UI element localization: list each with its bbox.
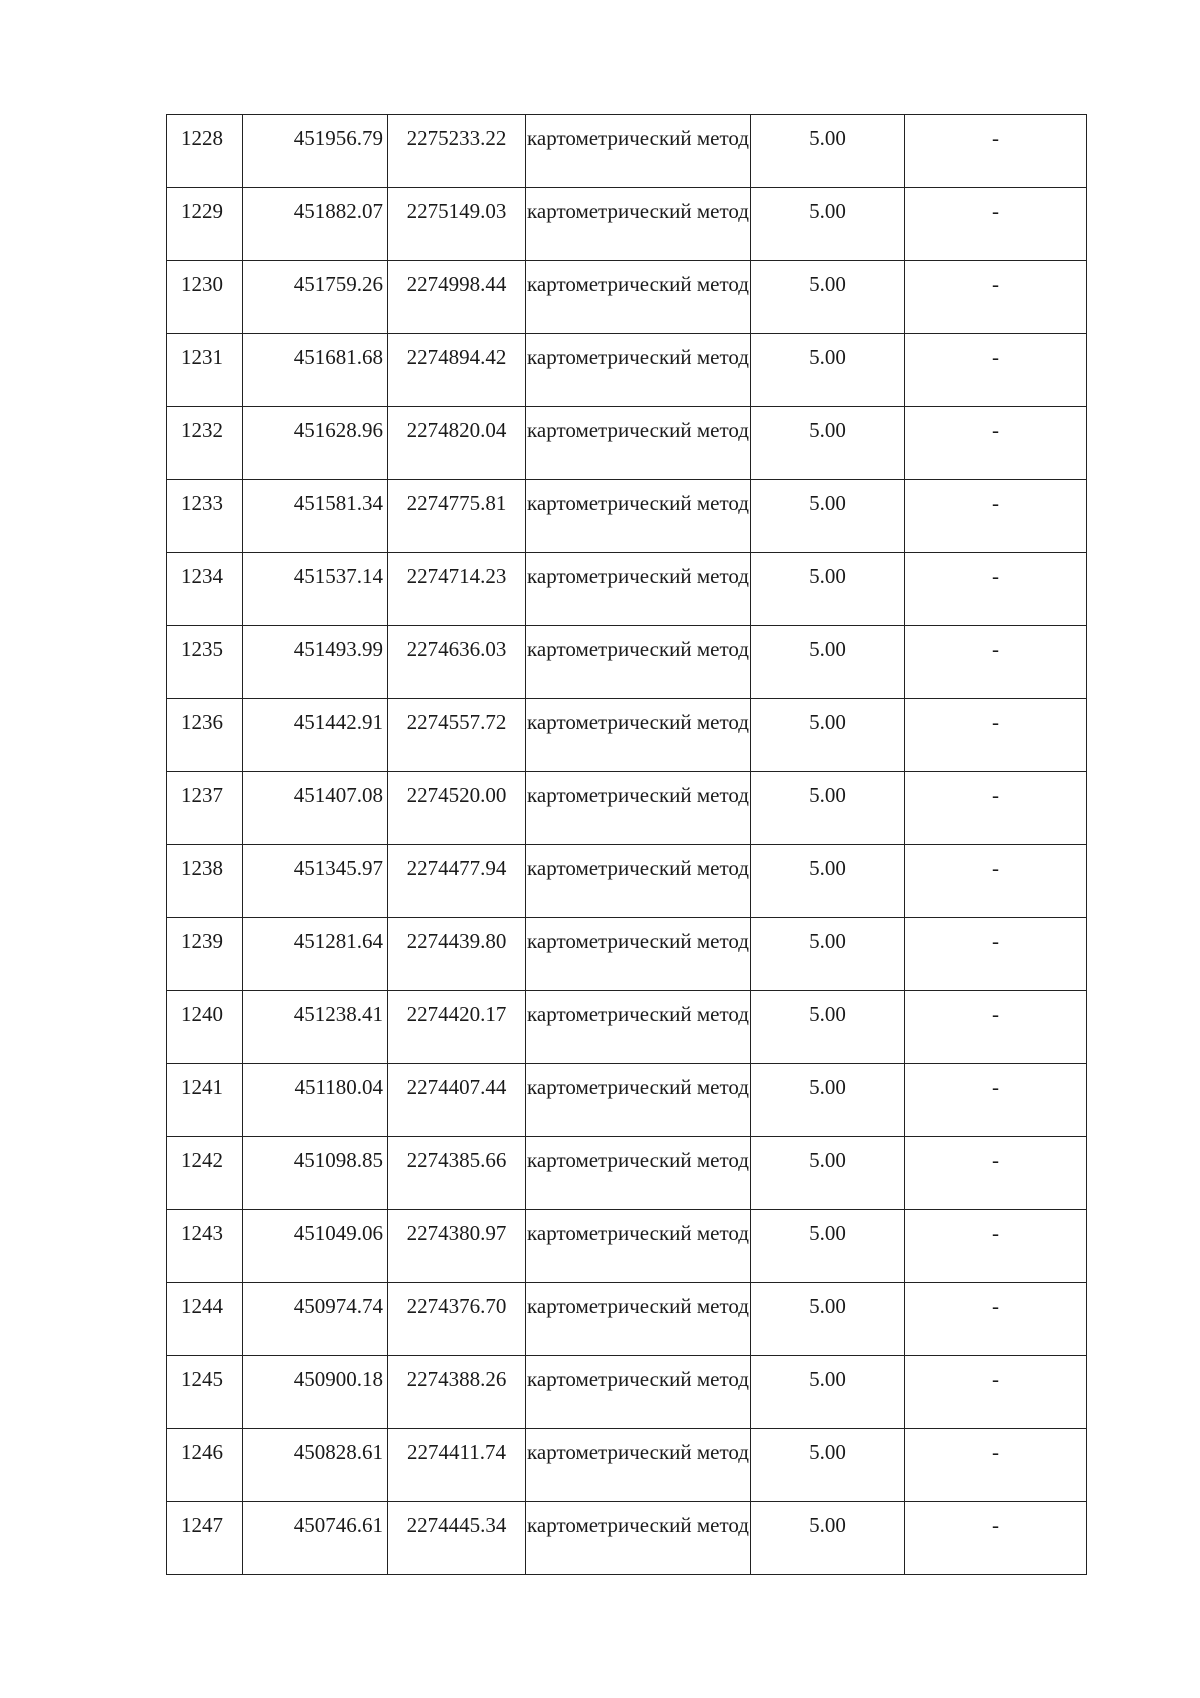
description-cell: - <box>905 991 1087 1064</box>
accuracy-cell: 5.00 <box>751 1429 905 1502</box>
description-cell: - <box>905 188 1087 261</box>
table-row <box>167 991 1087 1064</box>
y-coordinate-cell: 2274388.26 <box>388 1356 526 1429</box>
table-row <box>167 334 1087 407</box>
method-cell: картометрический метод <box>526 407 751 480</box>
description-cell: - <box>905 407 1087 480</box>
y-coordinate-cell: 2275149.03 <box>388 188 526 261</box>
point-number-cell: 1241 <box>167 1064 243 1137</box>
point-number-cell: 1238 <box>167 845 243 918</box>
table-row <box>167 1283 1087 1356</box>
y-coordinate-cell: 2274998.44 <box>388 261 526 334</box>
x-coordinate-cell: 451098.85 <box>243 1137 388 1210</box>
accuracy-cell: 5.00 <box>751 991 905 1064</box>
table-row <box>167 407 1087 480</box>
y-coordinate-cell: 2274445.34 <box>388 1502 526 1575</box>
point-number-cell: 1229 <box>167 188 243 261</box>
accuracy-cell: 5.00 <box>751 261 905 334</box>
accuracy-cell: 5.00 <box>751 553 905 626</box>
description-cell: - <box>905 626 1087 699</box>
method-cell: картометрический метод <box>526 188 751 261</box>
point-number-cell: 1236 <box>167 699 243 772</box>
description-cell: - <box>905 1210 1087 1283</box>
table-row <box>167 1210 1087 1283</box>
accuracy-cell: 5.00 <box>751 115 905 188</box>
description-cell: - <box>905 1356 1087 1429</box>
y-coordinate-cell: 2274411.74 <box>388 1429 526 1502</box>
description-cell: - <box>905 1137 1087 1210</box>
description-cell: - <box>905 1283 1087 1356</box>
method-cell: картометрический метод <box>526 1356 751 1429</box>
x-coordinate-cell: 451281.64 <box>243 918 388 991</box>
y-coordinate-cell: 2274636.03 <box>388 626 526 699</box>
y-coordinate-cell: 2274439.80 <box>388 918 526 991</box>
description-cell: - <box>905 845 1087 918</box>
point-number-cell: 1233 <box>167 480 243 553</box>
description-cell: - <box>905 918 1087 991</box>
x-coordinate-cell: 451681.68 <box>243 334 388 407</box>
method-cell: картометрический метод <box>526 845 751 918</box>
x-coordinate-cell: 450900.18 <box>243 1356 388 1429</box>
accuracy-cell: 5.00 <box>751 626 905 699</box>
point-number-cell: 1237 <box>167 772 243 845</box>
x-coordinate-cell: 450974.74 <box>243 1283 388 1356</box>
method-cell: картометрический метод <box>526 1210 751 1283</box>
y-coordinate-cell: 2274520.00 <box>388 772 526 845</box>
coordinates-table <box>166 114 1087 1575</box>
accuracy-cell: 5.00 <box>751 407 905 480</box>
accuracy-cell: 5.00 <box>751 334 905 407</box>
y-coordinate-cell: 2274380.97 <box>388 1210 526 1283</box>
table-row <box>167 553 1087 626</box>
description-cell: - <box>905 334 1087 407</box>
table-row <box>167 845 1087 918</box>
accuracy-cell: 5.00 <box>751 918 905 991</box>
description-cell: - <box>905 1429 1087 1502</box>
y-coordinate-cell: 2274385.66 <box>388 1137 526 1210</box>
description-cell: - <box>905 1064 1087 1137</box>
x-coordinate-cell: 451581.34 <box>243 480 388 553</box>
x-coordinate-cell: 451493.99 <box>243 626 388 699</box>
point-number-cell: 1242 <box>167 1137 243 1210</box>
table-row <box>167 1137 1087 1210</box>
accuracy-cell: 5.00 <box>751 1210 905 1283</box>
table-row <box>167 115 1087 188</box>
x-coordinate-cell: 451407.08 <box>243 772 388 845</box>
description-cell: - <box>905 115 1087 188</box>
point-number-cell: 1240 <box>167 991 243 1064</box>
description-cell: - <box>905 772 1087 845</box>
accuracy-cell: 5.00 <box>751 699 905 772</box>
method-cell: картометрический метод <box>526 699 751 772</box>
accuracy-cell: 5.00 <box>751 1064 905 1137</box>
accuracy-cell: 5.00 <box>751 1283 905 1356</box>
point-number-cell: 1234 <box>167 553 243 626</box>
x-coordinate-cell: 451537.14 <box>243 553 388 626</box>
x-coordinate-cell: 451238.41 <box>243 991 388 1064</box>
x-coordinate-cell: 450828.61 <box>243 1429 388 1502</box>
point-number-cell: 1245 <box>167 1356 243 1429</box>
x-coordinate-cell: 451049.06 <box>243 1210 388 1283</box>
point-number-cell: 1239 <box>167 918 243 991</box>
method-cell: картометрический метод <box>526 772 751 845</box>
table-row <box>167 1502 1087 1575</box>
x-coordinate-cell: 450746.61 <box>243 1502 388 1575</box>
point-number-cell: 1235 <box>167 626 243 699</box>
method-cell: картометрический метод <box>526 334 751 407</box>
accuracy-cell: 5.00 <box>751 772 905 845</box>
y-coordinate-cell: 2275233.22 <box>388 115 526 188</box>
description-cell: - <box>905 480 1087 553</box>
description-cell: - <box>905 261 1087 334</box>
point-number-cell: 1244 <box>167 1283 243 1356</box>
method-cell: картометрический метод <box>526 991 751 1064</box>
description-cell: - <box>905 553 1087 626</box>
method-cell: картометрический метод <box>526 1283 751 1356</box>
table-row <box>167 626 1087 699</box>
point-number-cell: 1247 <box>167 1502 243 1575</box>
x-coordinate-cell: 451345.97 <box>243 845 388 918</box>
description-cell: - <box>905 1502 1087 1575</box>
y-coordinate-cell: 2274775.81 <box>388 480 526 553</box>
x-coordinate-cell: 451442.91 <box>243 699 388 772</box>
table-row <box>167 772 1087 845</box>
method-cell: картометрический метод <box>526 115 751 188</box>
y-coordinate-cell: 2274420.17 <box>388 991 526 1064</box>
accuracy-cell: 5.00 <box>751 1356 905 1429</box>
table-row <box>167 480 1087 553</box>
method-cell: картометрический метод <box>526 480 751 553</box>
table-body <box>167 115 1087 1575</box>
y-coordinate-cell: 2274714.23 <box>388 553 526 626</box>
point-number-cell: 1231 <box>167 334 243 407</box>
point-number-cell: 1246 <box>167 1429 243 1502</box>
x-coordinate-cell: 451882.07 <box>243 188 388 261</box>
accuracy-cell: 5.00 <box>751 1502 905 1575</box>
accuracy-cell: 5.00 <box>751 845 905 918</box>
method-cell: картометрический метод <box>526 918 751 991</box>
accuracy-cell: 5.00 <box>751 480 905 553</box>
table-row <box>167 1064 1087 1137</box>
y-coordinate-cell: 2274820.04 <box>388 407 526 480</box>
table-row <box>167 261 1087 334</box>
point-number-cell: 1228 <box>167 115 243 188</box>
x-coordinate-cell: 451628.96 <box>243 407 388 480</box>
y-coordinate-cell: 2274557.72 <box>388 699 526 772</box>
description-cell: - <box>905 699 1087 772</box>
method-cell: картометрический метод <box>526 1429 751 1502</box>
point-number-cell: 1232 <box>167 407 243 480</box>
method-cell: картометрический метод <box>526 1064 751 1137</box>
method-cell: картометрический метод <box>526 553 751 626</box>
method-cell: картометрический метод <box>526 626 751 699</box>
y-coordinate-cell: 2274376.70 <box>388 1283 526 1356</box>
accuracy-cell: 5.00 <box>751 1137 905 1210</box>
method-cell: картометрический метод <box>526 1502 751 1575</box>
x-coordinate-cell: 451759.26 <box>243 261 388 334</box>
x-coordinate-cell: 451180.04 <box>243 1064 388 1137</box>
table-row <box>167 918 1087 991</box>
point-number-cell: 1230 <box>167 261 243 334</box>
y-coordinate-cell: 2274894.42 <box>388 334 526 407</box>
point-number-cell: 1243 <box>167 1210 243 1283</box>
table-row <box>167 188 1087 261</box>
method-cell: картометрический метод <box>526 1137 751 1210</box>
table-row <box>167 1429 1087 1502</box>
accuracy-cell: 5.00 <box>751 188 905 261</box>
y-coordinate-cell: 2274477.94 <box>388 845 526 918</box>
method-cell: картометрический метод <box>526 261 751 334</box>
table-row <box>167 1356 1087 1429</box>
table-row <box>167 699 1087 772</box>
x-coordinate-cell: 451956.79 <box>243 115 388 188</box>
y-coordinate-cell: 2274407.44 <box>388 1064 526 1137</box>
